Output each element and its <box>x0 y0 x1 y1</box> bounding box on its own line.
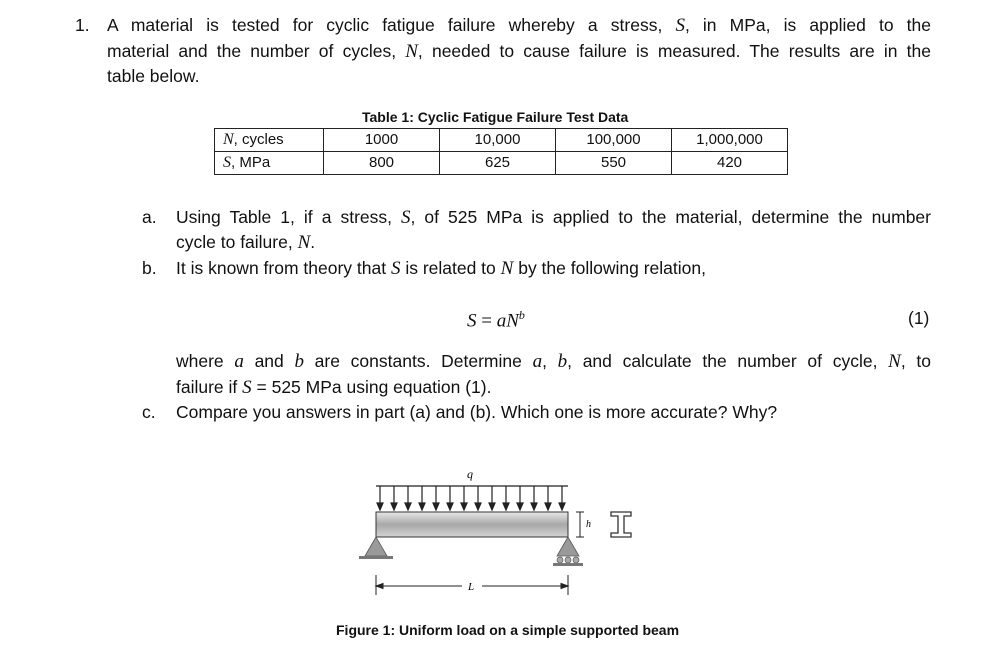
roller-support-right <box>553 537 583 566</box>
beam <box>376 512 568 537</box>
table-cell: 10,000 <box>440 129 556 152</box>
height-dimension <box>576 512 584 537</box>
table-cell: 550 <box>556 152 672 175</box>
part-b-line-1: It is known from theory that S is related to N by the following relation, <box>176 258 706 279</box>
load-arrowhead <box>433 503 439 510</box>
row-label-s: S, MPa <box>215 152 324 175</box>
i-beam-cross-section-icon <box>611 512 631 537</box>
load-arrowhead <box>405 503 411 510</box>
load-arrowhead <box>475 503 481 510</box>
table-cell: 800 <box>324 152 440 175</box>
part-a-line-2: cycle to failure, N. <box>176 232 316 253</box>
length-label: L <box>468 581 475 593</box>
fatigue-data-table <box>214 128 788 175</box>
table-caption: Table 1: Cyclic Fatigue Failure Test Data <box>362 109 629 125</box>
part-c-line-1: Compare you answers in part (a) and (b). Which one is more accurate? Why? <box>176 402 778 422</box>
load-arrowhead <box>531 503 537 510</box>
load-arrowhead <box>545 503 551 510</box>
table-cell: 1,000,000 <box>672 129 788 152</box>
part-b-line-2: where a and b are constants. Determine a, b, and calculate the number of cycle, N, to <box>176 351 931 372</box>
beam-figure <box>350 455 650 605</box>
load-arrowhead <box>489 503 495 510</box>
part-a-label: a. <box>142 207 157 227</box>
table-row <box>215 152 788 175</box>
intro-line-2: material and the number of cycles, N, needed to cause failure is measured. The results are in the <box>107 41 931 62</box>
load-label: q <box>467 467 473 481</box>
pin-support-left <box>359 537 393 559</box>
table-row <box>215 129 788 152</box>
part-b-line-3: failure if S = 525 MPa using equation (1). <box>176 377 492 398</box>
table-cell: 1000 <box>324 129 440 152</box>
part-b-label: b. <box>142 258 157 278</box>
table-cell: 625 <box>440 152 556 175</box>
table-cell: 100,000 <box>556 129 672 152</box>
load-arrowhead <box>517 503 523 510</box>
load-arrowhead <box>461 503 467 510</box>
load-arrowhead <box>447 503 453 510</box>
uniform-load-arrows <box>376 486 568 510</box>
equation-number: (1) <box>908 308 930 328</box>
load-arrowhead <box>419 503 425 510</box>
row-label-n: N, cycles <box>215 129 324 152</box>
intro-line-3: table below. <box>107 66 200 86</box>
load-arrowhead <box>391 503 397 510</box>
load-arrowhead <box>503 503 509 510</box>
intro-line-1: A material is tested for cyclic fatigue failure whereby a stress, S, in MPa, is applied to the <box>107 15 932 36</box>
part-a-line-1: Using Table 1, if a stress, S, of 525 MPa is applied to the material, determine the number <box>176 207 931 228</box>
figure-caption: Figure 1: Uniform load on a simple supported beam <box>336 622 680 638</box>
height-label: h <box>586 519 591 530</box>
table-cell: 420 <box>672 152 788 175</box>
part-c-label: c. <box>142 402 156 422</box>
problem-number: 1. <box>75 15 90 35</box>
load-arrowhead <box>377 503 383 510</box>
load-arrowhead <box>559 503 565 510</box>
equation: $S = aN^b$ <box>467 308 525 332</box>
